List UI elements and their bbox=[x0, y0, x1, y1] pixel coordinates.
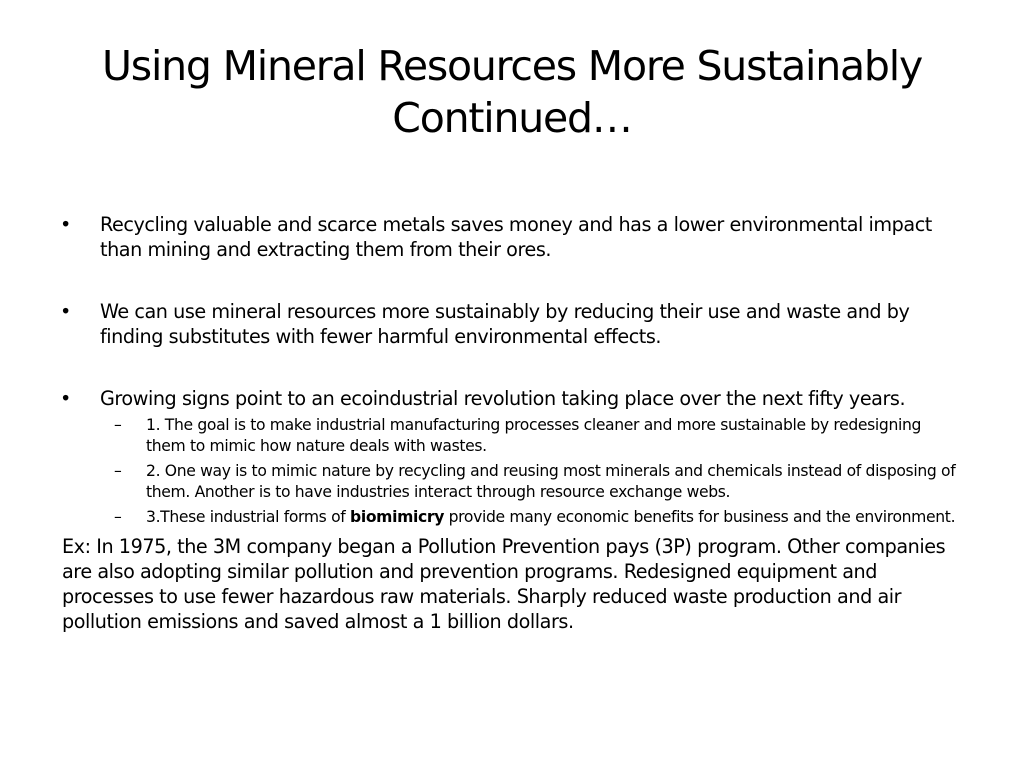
sub-bullet-item bbox=[62, 461, 962, 503]
bullet-dot: • bbox=[60, 387, 71, 410]
slide-title bbox=[40, 40, 984, 144]
bullet-text: We can use mineral resources more sustainably by reducing their use and waste and by finding substitutes with fewer harmful environmental effects. bbox=[100, 300, 910, 348]
biomimicry-term: biomimicry bbox=[350, 508, 445, 526]
slide-title-line-1: Using Mineral Resources More Sustainably bbox=[101, 42, 923, 90]
sub-bullet-dash: – bbox=[114, 508, 122, 526]
slide-title-line-2: Continued… bbox=[392, 94, 632, 142]
sub-bullet-item bbox=[62, 507, 962, 528]
bullet-text: Growing signs point to an ecoindustrial revolution taking place over the next fifty years. bbox=[100, 387, 906, 410]
slide-body bbox=[62, 212, 962, 634]
sub-bullet-dash: – bbox=[114, 416, 122, 434]
sub-bullet-item bbox=[62, 415, 962, 457]
bullet-dot: • bbox=[60, 213, 71, 236]
sub-bullet-dash: – bbox=[114, 462, 122, 480]
bullet-item bbox=[62, 386, 962, 411]
bullet-item bbox=[62, 212, 962, 262]
bullet-item bbox=[62, 299, 962, 349]
sub-bullet-text-suffix: provide many economic benefits for business and the environment. bbox=[444, 508, 956, 526]
example-paragraph: Ex: In 1975, the 3M company began a Pollution Prevention pays (3P) program. Other companies are also adopting similar pollution and prevention programs. Redesigned equipment and processes to use fewer hazardous raw materials. Sharply reduced waste production and air pollution emissions and saved almost a 1 billion dollars. bbox=[62, 535, 946, 633]
sub-bullet-text: 2. One way is to mimic nature by recycling and reusing most minerals and chemicals instead of disposing of them. Another is to have industries interact through resource exchange webs. bbox=[146, 462, 956, 501]
sub-bullet-text-prefix: 3.These industrial forms of bbox=[146, 508, 351, 526]
bullet-text: Recycling valuable and scarce metals saves money and has a lower environmental impact than mining and extracting them from their ores. bbox=[100, 213, 932, 261]
sub-bullet-text: 1. The goal is to make industrial manufacturing processes cleaner and more sustainable by redesigning them to mimic how nature deals with wastes. bbox=[146, 416, 922, 455]
bullet-dot: • bbox=[60, 300, 71, 323]
